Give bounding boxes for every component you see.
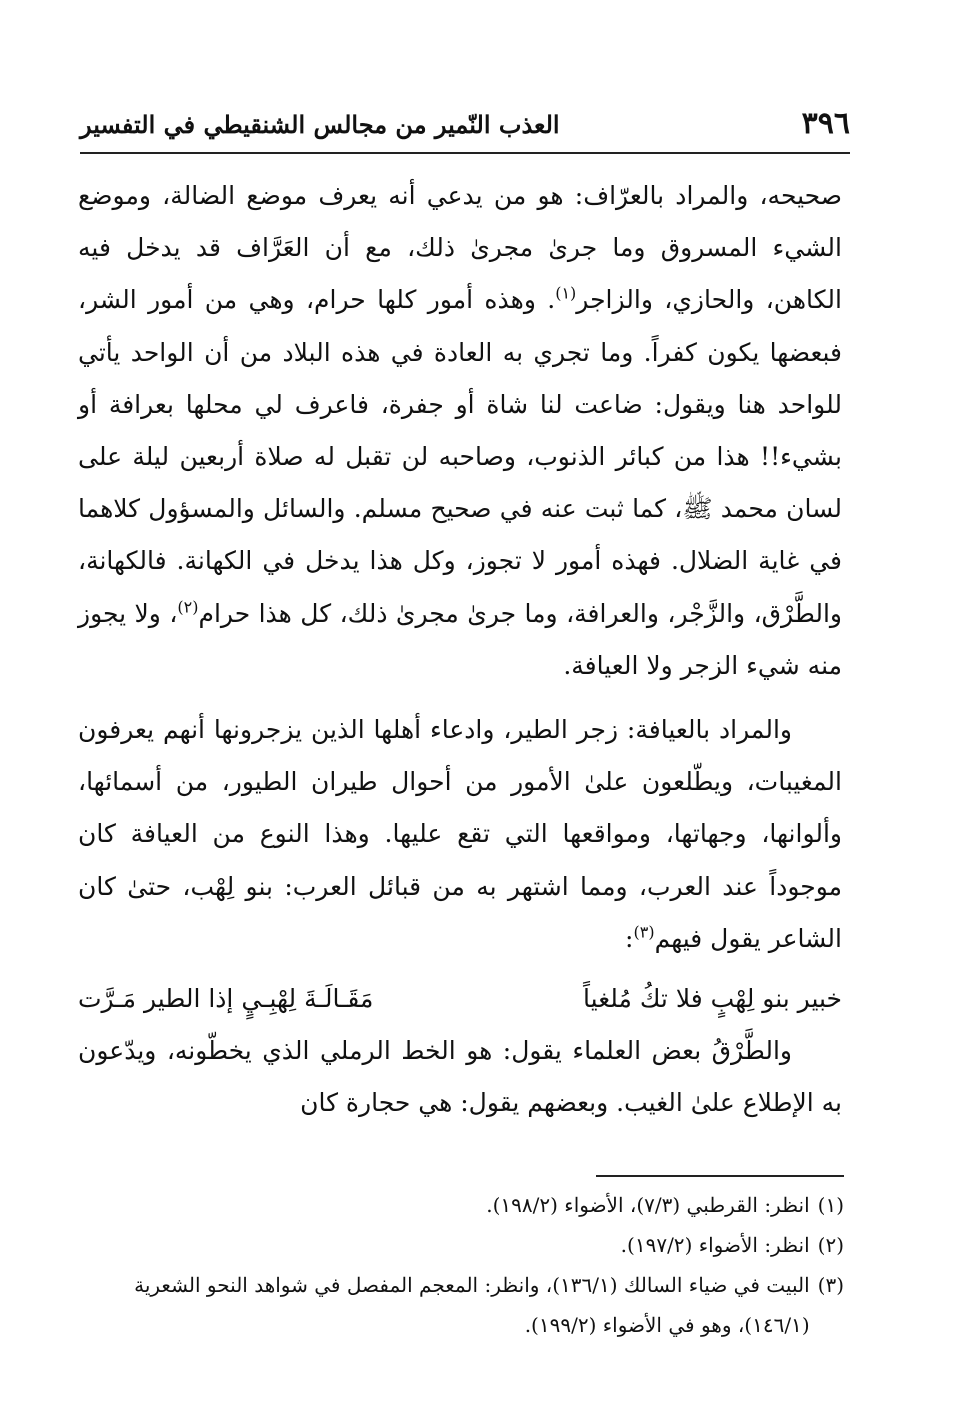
paragraph-1-text: صحيحه، والمراد بالعرّاف: هو من يدعي أنه يعرف موضع الضالة، وموضع الشيء المسروق وما جرىٰ مجرىٰ ذلك، مع أن العَرَّاف قد يدخل فيه الكاهن، والحازي، والزاجر bbox=[78, 181, 842, 315]
footnote-1 bbox=[78, 1185, 844, 1225]
footnote-marker-1[interactable]: (١) bbox=[555, 284, 577, 304]
footnote-text: انظر: القرطبي (٧/٣)، الأضواء (١٩٨/٢). bbox=[486, 1193, 810, 1217]
footnote-2 bbox=[78, 1225, 844, 1265]
verse-first-hemistich: خبير بنو لِهْبٍ فلا تكُ مُلغياً bbox=[583, 984, 842, 1014]
page-number: ٣٩٦ bbox=[801, 106, 850, 141]
body-text bbox=[78, 170, 842, 1129]
footnote-text: انظر: الأضواء (١٩٧/٢). bbox=[620, 1233, 810, 1257]
paragraph-2-text: والمراد بالعيافة: زجر الطير، وادعاء أهلها الذين يزجرونها أنهم يعرفون المغيبات، ويطّلعون علىٰ الأمور من أحوال طيران الطيور، من أسمائها، وألوانها، وجهاتها، ومواقعها التي تقع عليها. وهذا النوع من العيافة كان موجوداً عند العرب، ومما اشتهر به من قبائل العرب: بنو لِهْب، حتىٰ كان الشاعر يقول فيهم bbox=[78, 715, 842, 953]
verse-second-hemistich: مَقَـالَـةَ لِهْبِـيٍ إذا الطير مَـرَّت bbox=[78, 984, 374, 1014]
footnote-separator bbox=[596, 1175, 844, 1177]
paragraph-2-end: : bbox=[625, 923, 634, 953]
paragraph-1-end: ، ولا يجوز منه شيء الزجر ولا العيافة. bbox=[78, 598, 842, 680]
page-header bbox=[80, 100, 850, 150]
paragraph-2 bbox=[78, 704, 842, 965]
paragraph-3: والطَّرْقُ بعض العلماء يقول: هو الخط الرملي الذي يخطّونه، ويدّعون به الإطلاع علىٰ الغيب. وبعضهم يقول: هي حجارة كان bbox=[78, 1036, 842, 1118]
footnote-marker-3[interactable]: (٣) bbox=[633, 922, 655, 942]
footnote-marker-2[interactable]: (٢) bbox=[177, 597, 199, 617]
footnote-number: (١) bbox=[817, 1193, 844, 1217]
paragraph-1 bbox=[78, 170, 842, 692]
poetry-verse bbox=[78, 973, 842, 1025]
paragraph-1-continued: . وهذه أمور كلها حرام، وهي من أمور الشر، فبعضها يكون كفراً. وما تجري به العادة في هذه البلاد من أن الواحد يأتي للواحد هنا ويقول: ضاعت لنا شاة أو جفرة، فاعرف لي محلها بعرافة أو بشيء!! هذا من كبائر الذنوب، وصاحبه لن تقبل له صلاة أربعين ليلة على لسان محمد ﷺ، كما ثبت عنه في صحيح مسلم. والسائل والمسؤول كلاهما في غاية الضلال. فهذه أمور لا تجوز، وكل هذا يدخل في الكهانة. فالكهانة، والطَّرْق، والزَّجْر، والعرافة، وما جرىٰ مجرىٰ ذلك، كل هذا حرام bbox=[78, 285, 842, 628]
footnote-3 bbox=[78, 1265, 844, 1345]
footnote-text: البيت في ضياء السالك (١٣٦/١)، وانظر: المعجم المفصل في شواهد النحو الشعرية (١٤٦/١)، وهو في الأضواء (١٩٩/٢). bbox=[134, 1273, 810, 1337]
footnote-number: (٣) bbox=[817, 1273, 844, 1297]
footnotes bbox=[78, 1185, 844, 1345]
footnote-number: (٢) bbox=[817, 1233, 844, 1257]
running-title: العذب النّمير من مجالس الشنقيطي في التفسير bbox=[80, 110, 560, 139]
header-rule bbox=[80, 152, 850, 154]
